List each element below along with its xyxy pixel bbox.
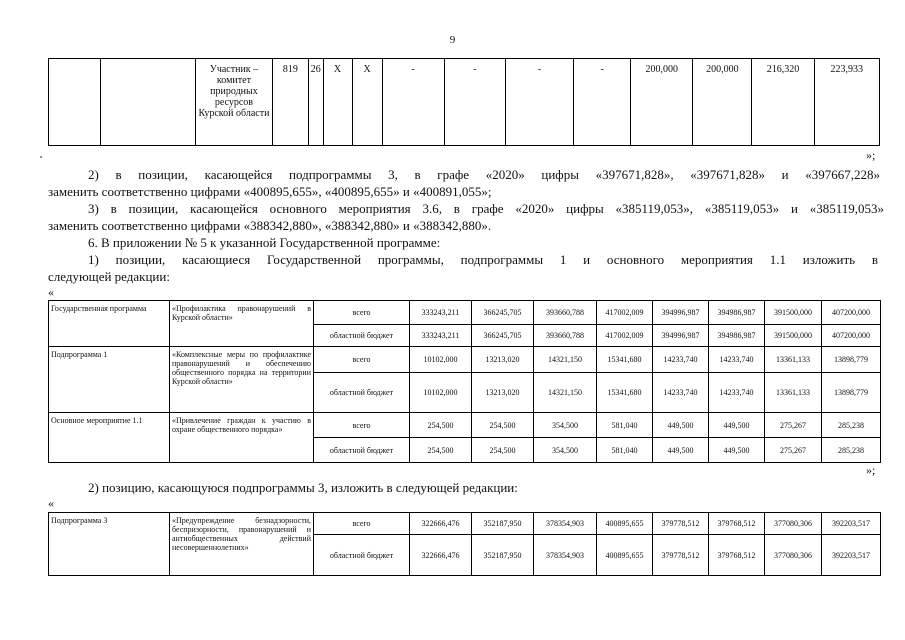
table-cell: 333243,211: [410, 325, 472, 347]
closing-quote: »;: [866, 463, 876, 477]
paragraph-text: следующей редакции:: [48, 269, 170, 284]
table-cell: 394996,987: [653, 325, 709, 347]
table-cell: -: [505, 59, 573, 146]
table-cell: 275,267: [765, 438, 822, 463]
table-row: [49, 413, 881, 438]
table-cell: 322666,476: [410, 535, 472, 576]
table-cell: -: [382, 59, 444, 146]
table-cell: 352187,950: [472, 535, 534, 576]
table-cell: 14233,740: [653, 373, 709, 413]
table-cell: 407200,000: [822, 301, 881, 325]
row-label: областной бюджет: [314, 438, 410, 463]
row-description: «Предупреждение безнадзорности, беспризорности, правонарушений и антиобщественных действий несовершеннолетних»: [170, 513, 314, 576]
table-cell: 400895,655: [597, 513, 653, 535]
table-cell: 15341,680: [597, 373, 653, 413]
table-cell: 285,238: [822, 438, 881, 463]
table-cell: -: [444, 59, 505, 146]
table-cell: 394986,987: [709, 325, 765, 347]
row-name: Подпрограмма 3: [49, 513, 170, 576]
table-cell: 581,040: [597, 438, 653, 463]
row-label: областной бюджет: [314, 535, 410, 576]
table-continuation: [48, 58, 880, 146]
table-row: [49, 301, 881, 325]
table-cell: 379768,512: [709, 513, 765, 535]
table-cell: 14321,150: [534, 373, 597, 413]
table-cell: 379778,512: [653, 535, 709, 576]
paragraph-text: заменить соответственно цифрами «400895,655», «400895,655» и «400891,055»;: [48, 184, 492, 199]
table-cell: 254,500: [410, 438, 472, 463]
table-cell: 393660,788: [534, 325, 597, 347]
table-cell: 13898,779: [822, 373, 881, 413]
table-cell: 417002,009: [597, 301, 653, 325]
table-cell: 449,500: [653, 413, 709, 438]
paragraph-text: 6. В приложении № 5 к указанной Государственной программе:: [88, 235, 441, 250]
row-name: Основное мероприятие 1.1: [49, 413, 170, 463]
opening-quote: «: [48, 285, 54, 299]
table-cell: 377080,306: [765, 513, 822, 535]
table-cell: 417002,009: [597, 325, 653, 347]
row-description: «Привлечение граждан к участию в охране общественного порядка»: [170, 413, 314, 463]
table-cell: 407200,000: [822, 325, 881, 347]
row-label: всего: [314, 347, 410, 373]
table-cell: -: [574, 59, 631, 146]
table-cell: 391500,000: [765, 325, 822, 347]
table-cell: 13213,020: [472, 373, 534, 413]
table-cell: 354,500: [534, 413, 597, 438]
page-number: 9: [449, 34, 456, 46]
table-row: [49, 513, 881, 535]
table-cell: 394986,987: [709, 301, 765, 325]
table-cell: 14233,740: [709, 347, 765, 373]
table-cell: [49, 59, 101, 146]
table-cell: 366245,705: [472, 325, 534, 347]
table-cell: 354,500: [534, 438, 597, 463]
paragraph-text: 2) в позиции, касающейся подпрограммы 3, в графе «2020» цифры «397671,828», «397671,828» и «397667,228»: [88, 167, 880, 182]
paragraph-text: заменить соответственно цифрами «388342,880», «388342,880» и «388342,880».: [48, 218, 492, 233]
table-cell: 392203,517: [822, 513, 881, 535]
table-cell: 10102,000: [410, 347, 472, 373]
table-cell: 378354,903: [534, 513, 597, 535]
table-cell: 275,267: [765, 413, 822, 438]
table-cell: 449,500: [709, 413, 765, 438]
row-description: «Комплексные меры по профилактике правонарушений и обеспечению общественного порядка на территории Курской области»: [170, 347, 314, 413]
table-cell: 13213,020: [472, 347, 534, 373]
row-description: «Профилактика правонарушений в Курской области»: [170, 301, 314, 347]
table-cell: X: [323, 59, 352, 146]
table-cell: 393660,788: [534, 301, 597, 325]
table-cell: 13361,133: [765, 347, 822, 373]
table-cell: 449,500: [709, 438, 765, 463]
table-cell: [100, 59, 195, 146]
table-cell: 200,000: [693, 59, 752, 146]
participant-cell: Участник – комитет природных ресурсов Курской области: [196, 59, 273, 146]
row-name: Подпрограмма 1: [49, 347, 170, 413]
row-label: всего: [314, 513, 410, 535]
row-name: Государственная программа: [49, 301, 170, 347]
funding-table-subprogram-3: [48, 512, 881, 576]
row-label: областной бюджет: [314, 325, 410, 347]
table-cell: 13361,133: [765, 373, 822, 413]
row-label: всего: [314, 413, 410, 438]
paragraph-text: 1) позиции, касающиеся Государственной программы, подпрограммы 1 и основного мероприятия 1.1 изложить в: [88, 252, 878, 267]
table-cell: 223,933: [814, 59, 879, 146]
table-cell: 377080,306: [765, 535, 822, 576]
table-cell: 333243,211: [410, 301, 472, 325]
scan-speck: [40, 156, 42, 158]
table-cell: 394996,987: [653, 301, 709, 325]
table-cell: 15341,680: [597, 347, 653, 373]
table-cell: 14233,740: [653, 347, 709, 373]
table-cell: 379768,512: [709, 535, 765, 576]
table-cell: 352187,950: [472, 513, 534, 535]
table-cell: 392203,517: [822, 535, 881, 576]
table-cell: 449,500: [653, 438, 709, 463]
paragraph-text: 2) позицию, касающуюся подпрограммы 3, изложить в следующей редакции:: [88, 480, 518, 495]
table-cell: 200,000: [631, 59, 693, 146]
opening-quote: «: [48, 496, 54, 510]
table-cell: 254,500: [472, 413, 534, 438]
table-cell: 391500,000: [765, 301, 822, 325]
funding-table: [48, 300, 881, 463]
table-cell: 26: [309, 59, 324, 146]
table-cell: 581,040: [597, 413, 653, 438]
table-row: [49, 347, 881, 373]
table-cell: 400895,655: [597, 535, 653, 576]
table-cell: 13898,779: [822, 347, 881, 373]
table-cell: 285,238: [822, 413, 881, 438]
row-label: областной бюджет: [314, 373, 410, 413]
table-cell: 254,500: [472, 438, 534, 463]
table-cell: 216,320: [752, 59, 814, 146]
table-cell: 254,500: [410, 413, 472, 438]
row-label: всего: [314, 301, 410, 325]
table-cell: 366245,705: [472, 301, 534, 325]
table-cell: 10102,000: [410, 373, 472, 413]
table-cell: 14321,150: [534, 347, 597, 373]
closing-quote: »;: [866, 148, 876, 162]
table-row: [49, 59, 880, 146]
table-cell: 819: [272, 59, 308, 146]
table-cell: 378354,903: [534, 535, 597, 576]
table-cell: X: [352, 59, 382, 146]
table-cell: 322666,476: [410, 513, 472, 535]
table-cell: 379778,512: [653, 513, 709, 535]
table-cell: 14233,740: [709, 373, 765, 413]
paragraph-text: 3) в позиции, касающейся основного мероприятия 3.6, в графе «2020» цифры «385119,053», «385119,053» и «385119,053»: [88, 201, 884, 216]
